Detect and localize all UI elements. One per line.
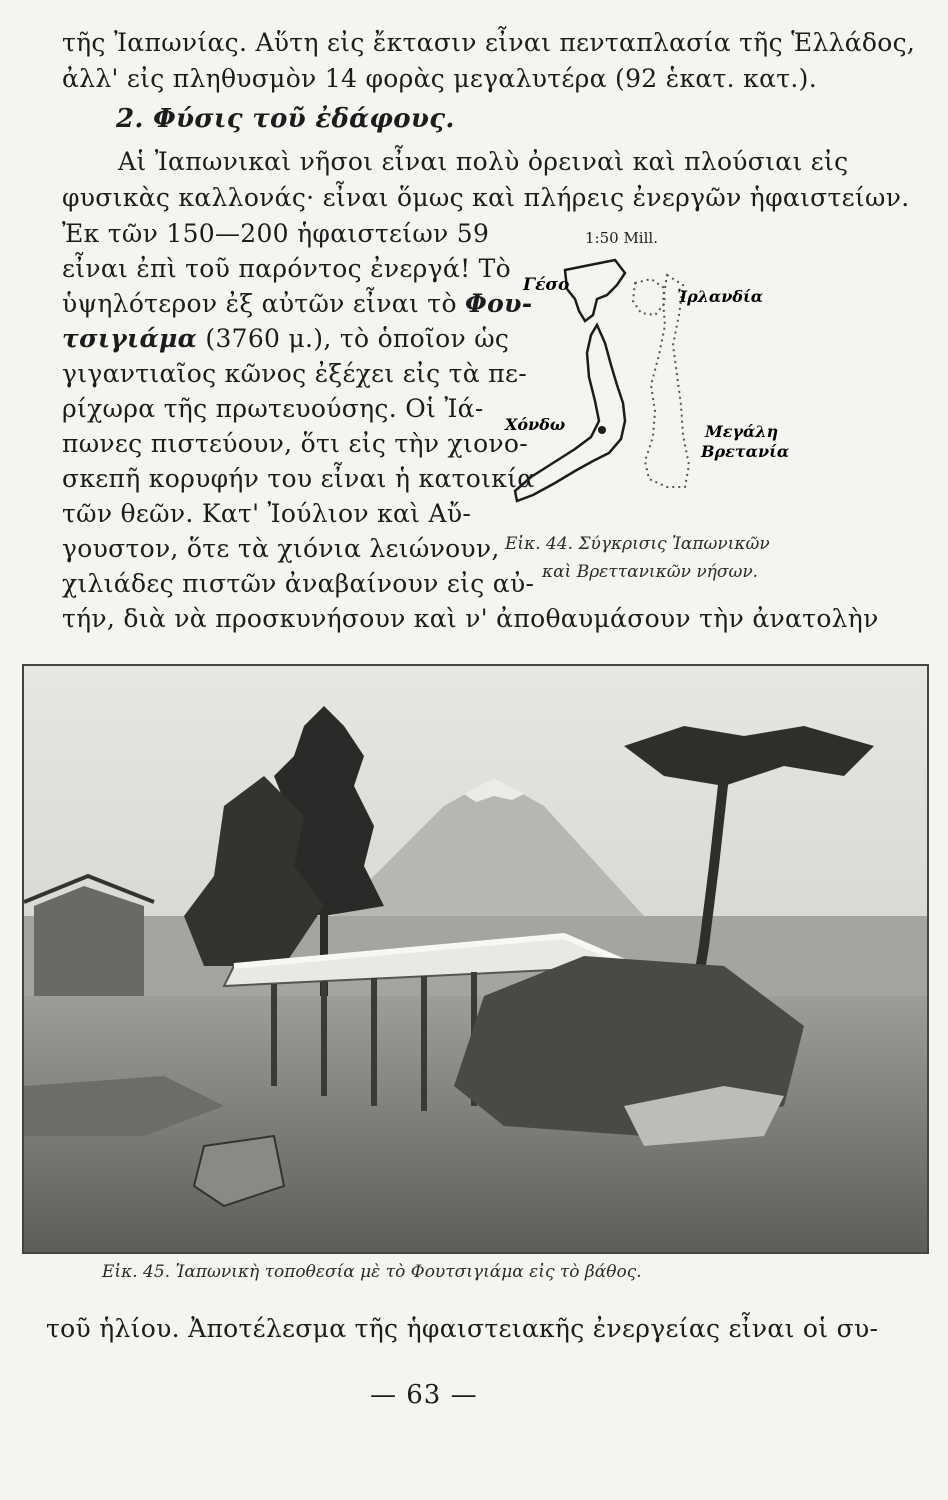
paragraph-line-2: φυσικὰς καλλονάς· εἶναι ὅμως καὶ πλήρεις ἐνεργῶν ἡφαιστείων. [62, 183, 910, 212]
map-label-hondo: Χόνδω [505, 415, 566, 434]
map-label-britain-2: Βρετανία [701, 442, 790, 461]
narrow-line-7: πωνες πιστεύουν, ὅτι εἰς τὴν χιονο- [62, 429, 529, 458]
narrow-line-11: χιλιάδες πιστῶν ἀναβαίνουν εἰς αὐ- [62, 569, 535, 598]
honshu-island [515, 325, 625, 501]
paragraph-last-line: τήν, διὰ νὰ προσκυνήσουν καὶ ν' ἀποθαυμάσουν τὴν ἀνατολὴν [62, 604, 879, 633]
figure-45-caption: Εἰκ. 45. Ἰαπωνικὴ τοποθεσία μὲ τὸ Φουτσιγιάμα εἰς τὸ βάθος. [102, 1262, 642, 1282]
text-line-1: τῆς Ἰαπωνίας. Αὕτη εἰς ἔκτασιν εἶναι πενταπλασία τῆς Ἑλλάδος, [62, 28, 916, 57]
text-line-2: ἀλλ' εἰς πληθυσμὸν 14 φορὰς μεγαλυτέρα (92 ἑκατ. κατ.). [62, 64, 817, 93]
map-scale: 1:50 Mill. [585, 229, 658, 247]
section-heading: 2. Φύσις τοῦ ἐδάφους. [116, 104, 455, 134]
narrow-line-5: γιγαντιαῖος κῶνος ἐξέχει εἰς τὰ πε- [62, 359, 527, 388]
narrow-line-10: γουστον, ὅτε τὰ χιόνια λειώνουν, [62, 534, 500, 563]
narrow-line-3-text: ὑψηλότερον ἐξ αὐτῶν εἶναι τὸ [62, 289, 457, 318]
narrow-line-1: Ἐκ τῶν 150—200 ἡφαιστείων 59 [62, 219, 490, 248]
bottom-text-line: τοῦ ἡλίου. Ἀποτέλεσμα τῆς ἡφαιστειακῆς ἐνεργείας εἶναι οἱ συ- [46, 1314, 879, 1343]
paragraph-line-1: Αἱ Ἰαπωνικαὶ νῆσοι εἶναι πολὺ ὀρειναὶ καὶ πλούσιαι εἰς [118, 147, 849, 176]
figure-44-caption-line2: καὶ Βρεττανικῶν νήσων. [542, 562, 759, 582]
narrow-line-4-text: (3760 μ.), τὸ ὁποῖον ὡς [205, 324, 510, 353]
great-britain-outline [645, 275, 689, 487]
volcano-name-part1: Φου- [465, 289, 533, 318]
islands-comparison-map [495, 225, 825, 535]
mount-fuji-marker [598, 426, 606, 434]
map-label-ireland: Ἰρλανδία [677, 287, 764, 306]
narrow-line-8: σκεπῆ κορυφήν του εἶναι ἡ κατοικία [62, 464, 535, 493]
map-label-britain-1: Μεγάλη [705, 422, 779, 441]
fuji-bridge-photograph [22, 664, 929, 1254]
narrow-line-2: εἶναι ἐπὶ τοῦ παρόντος ἐνεργά! Τὸ [62, 254, 511, 283]
narrow-line-9: τῶν θεῶν. Κατ' Ἰούλιον καὶ Αὔ- [62, 499, 472, 528]
ireland-outline [633, 279, 665, 315]
narrow-line-3 [62, 289, 532, 319]
volcano-name-part2: τσιγιάμα [62, 324, 198, 353]
shore-house [34, 886, 144, 1006]
narrow-line-6: ρίχωρα τῆς πρωτευούσης. Οἱ Ἰά- [62, 394, 484, 423]
figure-44-caption-line1: Εἰκ. 44. Σύγκρισις Ἰαπωνικῶν [505, 534, 770, 554]
map-label-geso: Γέσο [523, 275, 570, 295]
narrow-line-4 [62, 324, 509, 354]
yezo-island [565, 260, 625, 321]
page-number: — 63 — [370, 1380, 478, 1410]
